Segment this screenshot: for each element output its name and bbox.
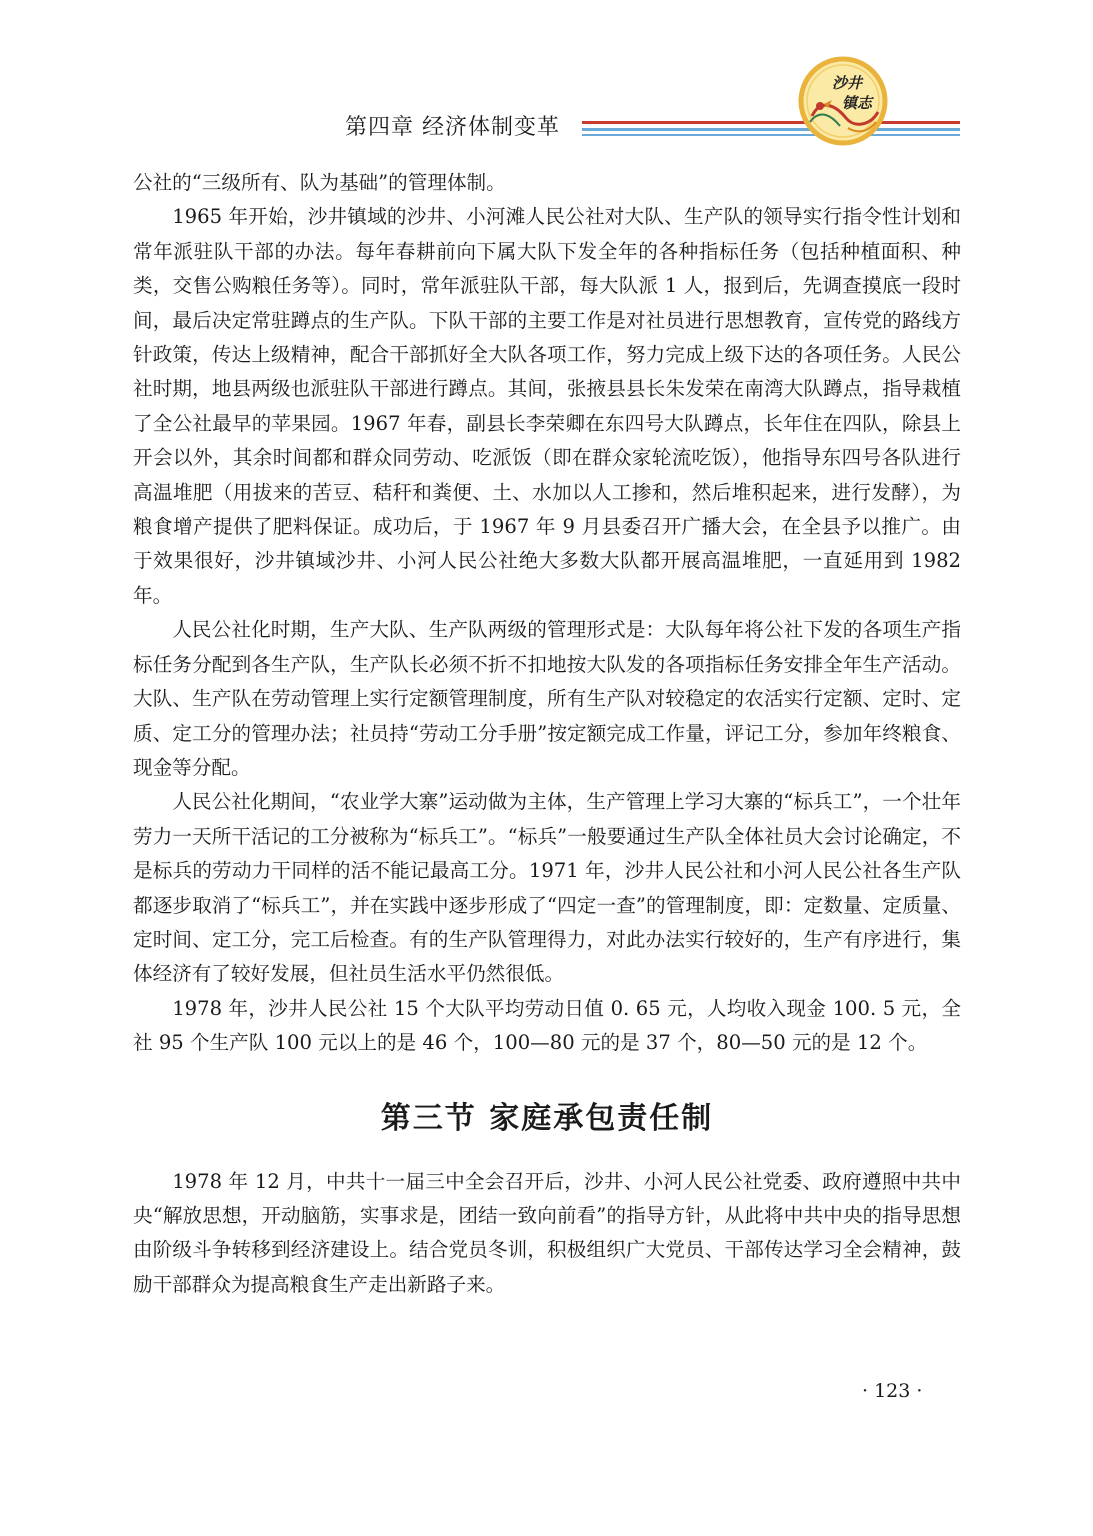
chapter-title: 第四章 经济体制变革 <box>345 115 560 140</box>
body-paragraph: 1978 年，沙井人民公社 15 个大队平均劳动日值 0. 65 元，人均收入现金 100. 5 元，全社 95 个生产队 100 元以上的是 46 个，100—80 元的是 37 个，80—50 元的是 12 个。 <box>133 996 961 1055</box>
section-paragraph: 1978 年 12 月，中共十一届三中全会召开后，沙井、小河人民公社党委、政府遵照中共中央“解放思想，开动脑筋，实事求是，团结一致向前看”的指导方针，从此将中共中央的指导思想由阶级斗争转移到经济建设上。结合党员冬训，积极组织广大党员、干部传达学习全会精神，鼓励干部群众为提高粮食生产走出新路子来。 <box>133 1169 961 1296</box>
seal-text-line2: 镇志 <box>842 94 873 112</box>
header-rule-blue-thin <box>582 134 960 136</box>
header-rule-blue <box>582 128 960 131</box>
section-title: 第三节 家庭承包责任制 <box>380 1100 714 1136</box>
body-paragraph: 人民公社化期间，“农业学大寨”运动做为主体，生产管理上学习大寨的“标兵工”，一个壮年劳力一天所干活记的工分被称为“标兵工”。“标兵”一般要通过生产队全体社员大会讨论确定，不是标兵的劳动力干同样的活不能记最高工分。1971 年，沙井人民公社和小河人民公社各生产队都逐步取消了“标兵工”，并在实践中逐步形成了“四定一查”的管理制度，即：定数量、定质量、定时间、定工分，完工后检查。有的生产队管理得力，对此办法实行较好的，生产有序进行，集体经济有了较好发展，但社员生活水平仍然很低。 <box>133 790 961 986</box>
seal-text-line1: 沙井 <box>832 74 863 92</box>
page-number: · 123 · <box>862 1380 923 1402</box>
body-paragraph: 公社的“三级所有、队为基础”的管理体制。 <box>133 171 506 194</box>
page-header <box>0 0 1093 160</box>
header-rule-red <box>582 121 960 124</box>
body-paragraph: 1965 年开始，沙井镇域的沙井、小河滩人民公社对大队、生产队的领导实行指令性计划和常年派驻队干部的办法。每年春耕前向下属大队下发全年的各种指标任务（包括种植面积、种类，交售公购粮任务等）。同时，常年派驻队干部，每大队派 1 人，报到后，先调查摸底一段时间，最后决定常驻蹲点的生产队。下队干部的主要工作是对社员进行思想教育，宣传党的路线方针政策，传达上级精神，配合干部抓好全大队各项工作，努力完成上级下达的各项任务。人民公社时期，地县两级也派驻队干部进行蹲点。其间，张掖县县长朱发荣在南湾大队蹲点，指导栽植了全公社最早的苹果园。1967 年春，副县长李荣卿在东四号大队蹲点，长年住在四队，除县上开会以外，其余时间都和群众同劳动、吃派饭（即在群众家轮流吃饭），他指导东四号各队进行高温堆肥（用拔来的苦豆、秸秆和粪便、土、水加以人工掺和，然后堆积起来，进行发酵），为粮食增产提供了肥料保证。成功后，于 1967 年 9 月县委召开广播大会，在全县予以推广。由于效果很好，沙井镇域沙井、小河人民公社绝大多数大队都开展高温堆肥，一直延用到 1982 年。 <box>133 205 961 607</box>
town-gazetteer-seal <box>798 56 888 146</box>
page-body <box>133 166 961 1302</box>
body-paragraph: 人民公社化时期，生产大队、生产队两级的管理形式是：大队每年将公社下发的各项生产指标任务分配到各生产队，生产队长必须不折不扣地按大队发的各项指标任务安排全年生产活动。大队、生产队在劳动管理上实行定额管理制度，所有生产队对较稳定的农活实行定额、定时、定质、定工分的管理办法；社员持“劳动工分手册”按定额完成工作量，评记工分，参加年终粮食、现金等分配。 <box>133 618 961 779</box>
